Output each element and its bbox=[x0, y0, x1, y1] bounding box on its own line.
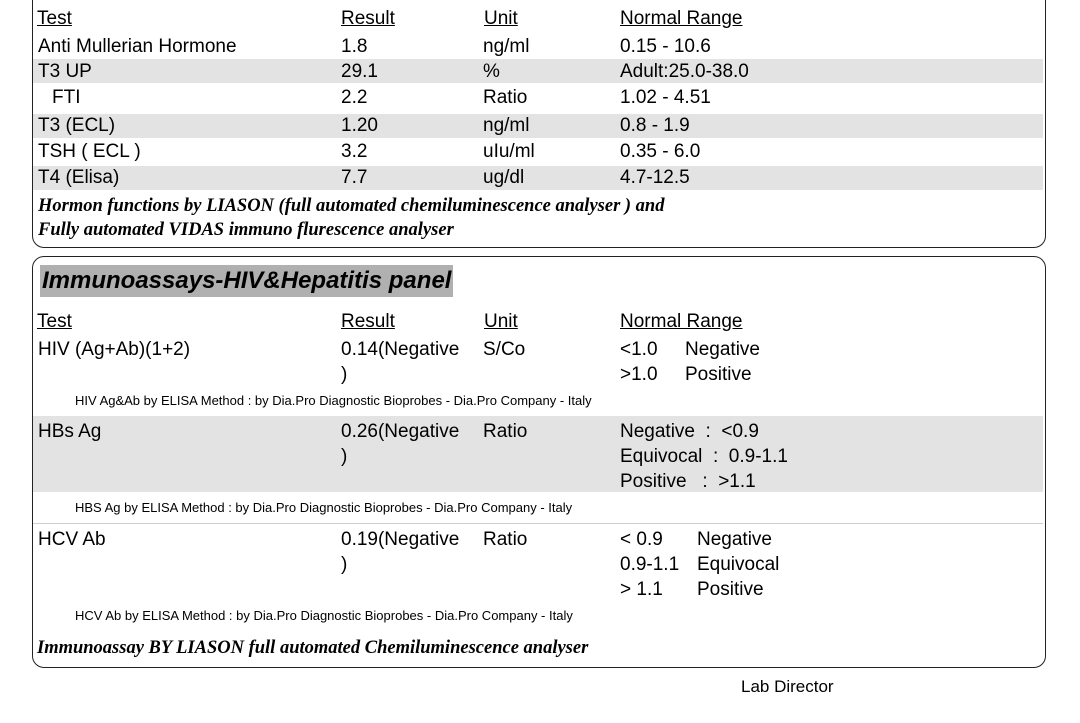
result-value: 0.26(Negative bbox=[341, 421, 460, 442]
range-label: Negative bbox=[685, 339, 760, 360]
row-shade bbox=[33, 166, 1043, 190]
normal-range: 4.7-12.5 bbox=[620, 167, 690, 188]
unit-value: ug/dl bbox=[483, 167, 525, 188]
result-value-cont: ) bbox=[341, 364, 348, 385]
result-value: 2.2 bbox=[341, 87, 368, 108]
test-name: T4 (Elisa) bbox=[38, 167, 120, 188]
normal-range: 0.35 - 6.0 bbox=[620, 141, 701, 162]
test-name: Anti Mullerian Hormone bbox=[38, 36, 237, 57]
header-test: Test bbox=[37, 311, 72, 332]
result-value: 1.8 bbox=[341, 36, 368, 57]
test-name: HCV Ab bbox=[38, 529, 106, 550]
header-result: Result bbox=[341, 311, 395, 332]
unit-value: % bbox=[483, 61, 500, 82]
result-value: 3.2 bbox=[341, 141, 368, 162]
unit-value: Ratio bbox=[483, 529, 528, 550]
test-name: FTI bbox=[52, 87, 81, 108]
test-name: T3 UP bbox=[38, 61, 92, 82]
unit-value: Ratio bbox=[483, 421, 528, 442]
range-line: Negative : <0.9 bbox=[620, 421, 759, 442]
normal-range: 0.8 - 1.9 bbox=[620, 115, 690, 136]
header-result: Result bbox=[341, 8, 395, 29]
result-value-cont: ) bbox=[341, 446, 348, 467]
range-label: Positive bbox=[685, 364, 752, 385]
method-note: HCV Ab by ELISA Method : by Dia.Pro Diagnostic Bioprobes - Dia.Pro Company - Italy bbox=[75, 608, 573, 623]
normal-range: Adult:25.0-38.0 bbox=[620, 61, 749, 82]
normal-range: 0.15 - 10.6 bbox=[620, 36, 711, 57]
range-label: Positive bbox=[697, 579, 764, 600]
range-cutoff: < 0.9 bbox=[620, 529, 663, 550]
range-cutoff: <1.0 bbox=[620, 339, 658, 360]
method-note: HBS Ag by ELISA Method : by Dia.Pro Diagnostic Bioprobes - Dia.Pro Company - Italy bbox=[75, 500, 573, 515]
hormone-method-note: Fully automated VIDAS immuno flurescence analyser bbox=[38, 220, 454, 240]
hormone-method-note: Hormon functions by LIASON (full automated chemiluminescence analyser ) and bbox=[38, 196, 665, 216]
header-range: Normal Range bbox=[620, 311, 743, 332]
range-cutoff: 0.9-1.1 bbox=[620, 554, 680, 575]
result-value: 29.1 bbox=[341, 61, 378, 82]
test-name: TSH ( ECL ) bbox=[38, 141, 141, 162]
range-line: Positive : >1.1 bbox=[620, 471, 756, 492]
row-shade bbox=[33, 416, 1043, 492]
test-name: HBs Ag bbox=[38, 421, 102, 442]
range-cutoff: >1.0 bbox=[620, 364, 658, 385]
immunoassay-method-note: Immunoassay BY LIASON full automated Chemiluminescence analyser bbox=[37, 638, 589, 658]
header-test: Test bbox=[37, 8, 72, 29]
result-value-cont: ) bbox=[341, 554, 348, 575]
result-value: 7.7 bbox=[341, 167, 368, 188]
header-unit: Unit bbox=[484, 8, 518, 29]
method-note: HIV Ag&Ab by ELISA Method : by Dia.Pro Diagnostic Bioprobes - Dia.Pro Company - Italy bbox=[75, 393, 592, 408]
normal-range: 1.02 - 4.51 bbox=[620, 87, 711, 108]
section-title: Immunoassays-HIV&Hepatitis panel bbox=[40, 265, 453, 297]
divider bbox=[33, 523, 1043, 524]
unit-value: S/Co bbox=[483, 339, 526, 360]
result-value: 1.20 bbox=[341, 115, 378, 136]
range-cutoff: > 1.1 bbox=[620, 579, 663, 600]
signature-label: Lab Director bbox=[741, 677, 834, 696]
unit-value: ng/ml bbox=[483, 36, 530, 57]
row-shade bbox=[33, 114, 1043, 138]
range-line: Equivocal : 0.9-1.1 bbox=[620, 446, 788, 467]
range-label: Negative bbox=[697, 529, 772, 550]
range-label: Equivocal bbox=[697, 554, 780, 575]
result-value: 0.14(Negative bbox=[341, 339, 460, 360]
unit-value: uIu/ml bbox=[483, 141, 535, 162]
test-name: T3 (ECL) bbox=[38, 115, 116, 136]
header-unit: Unit bbox=[484, 311, 518, 332]
test-name: HIV (Ag+Ab)(1+2) bbox=[38, 339, 191, 360]
unit-value: Ratio bbox=[483, 87, 528, 108]
result-value: 0.19(Negative bbox=[341, 529, 460, 550]
row-shade bbox=[33, 59, 1043, 83]
header-range: Normal Range bbox=[620, 8, 743, 29]
unit-value: ng/ml bbox=[483, 115, 530, 136]
